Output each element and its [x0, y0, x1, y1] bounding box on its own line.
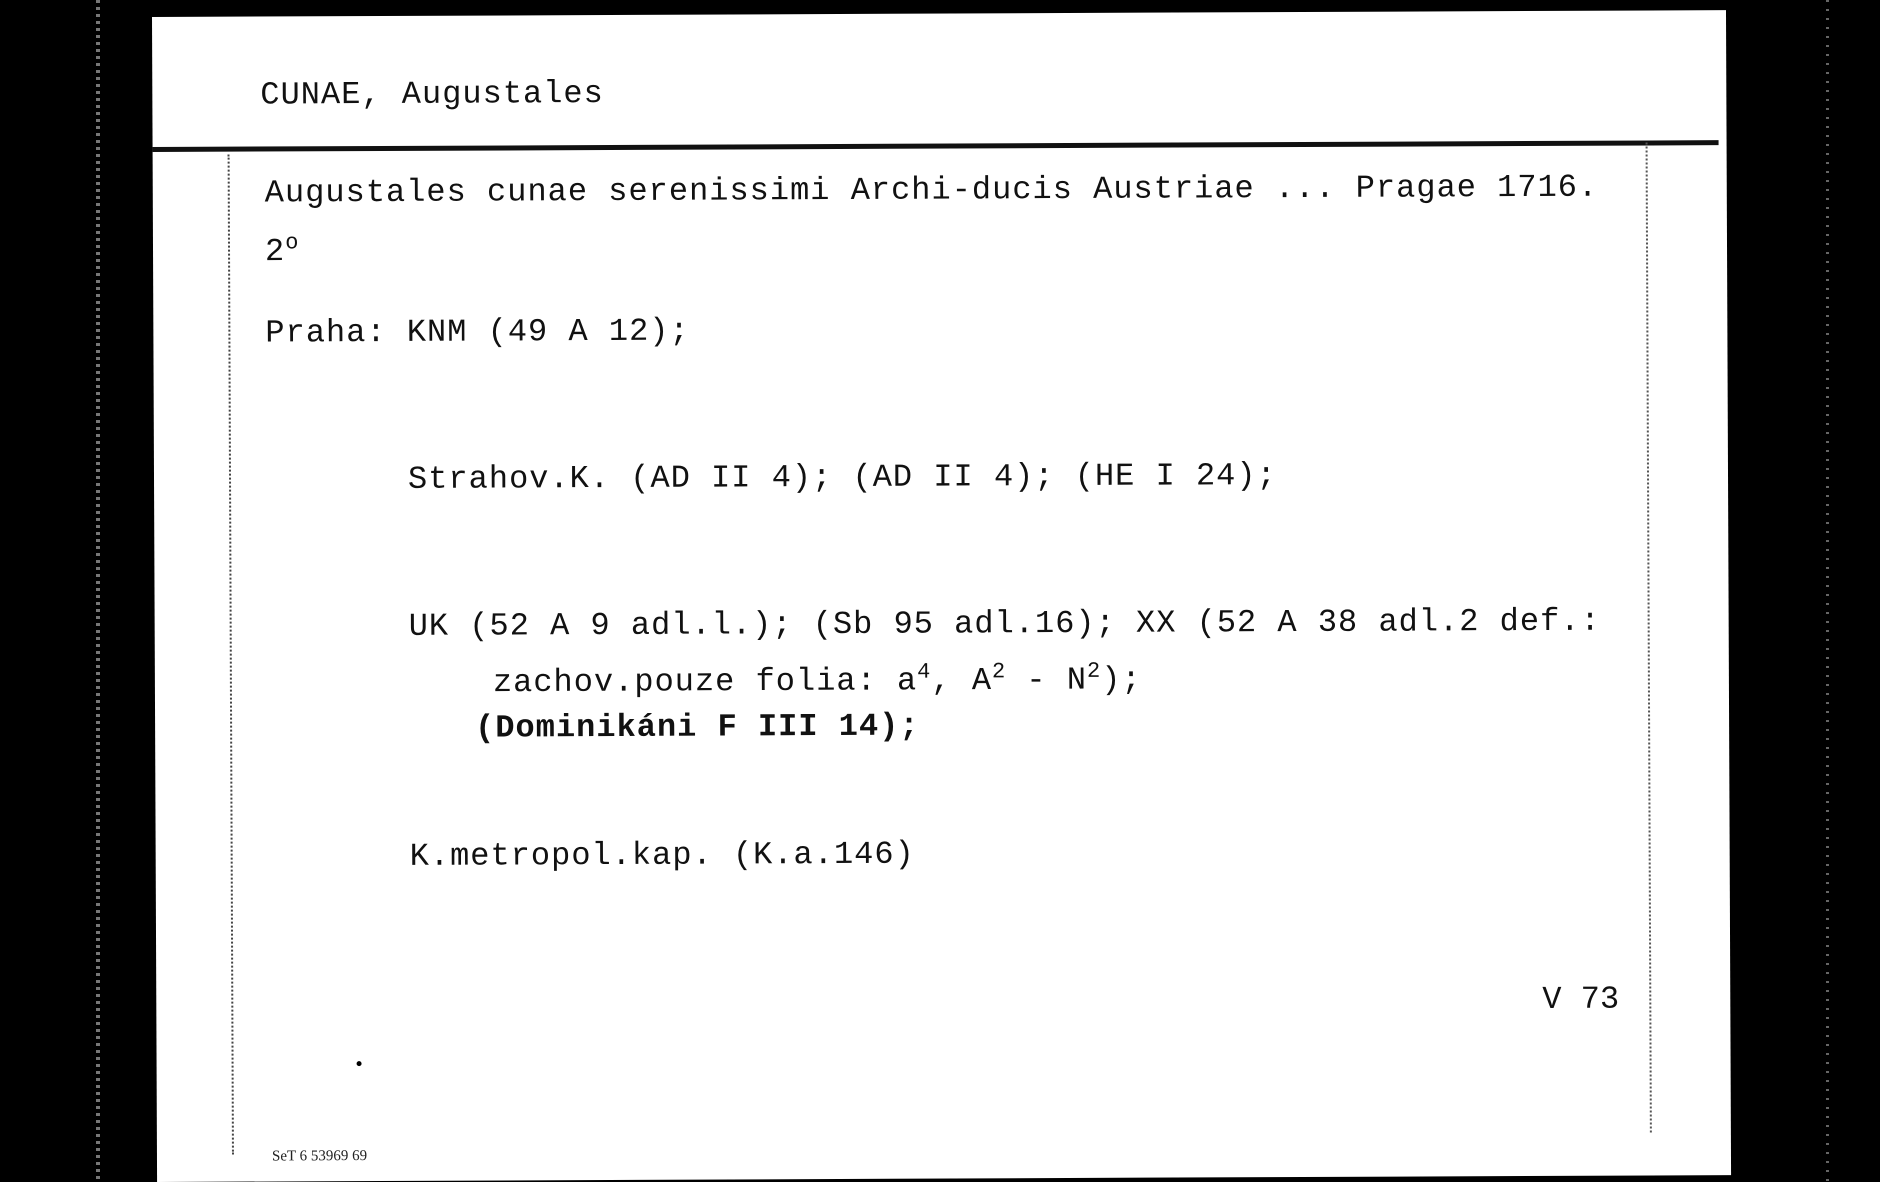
margin-line-right — [1646, 142, 1652, 1132]
uk-line2-suffix: ); — [1101, 661, 1142, 699]
ink-speck — [357, 1061, 362, 1066]
title-line: Augustales cunae serenissimi Archi-ducis Austriae ... Pragae 1716. — [264, 168, 1599, 212]
uk-line2-prefix: zachov.pouze folia: a — [492, 662, 918, 702]
scan-edge-right — [1826, 0, 1829, 1182]
uk-line2-sup2: 2 — [991, 659, 1007, 685]
format-degree: o — [285, 230, 300, 256]
scan-edge-left — [96, 0, 100, 1182]
holding-knm-line — [265, 313, 689, 352]
city-label: Praha: — [265, 313, 387, 352]
holding-strahov: Strahov.K. (AD II 4); (AD II 4); (HE I 24); — [407, 457, 1277, 498]
card-heading: CUNAE, Augustales — [260, 75, 604, 114]
holding-uk-line1: UK (52 A 9 adl.l.); (Sb 95 adl.16); XX (52 A 38 adl.2 def.: — [408, 602, 1601, 645]
holding-uk-line2 — [493, 659, 1142, 701]
holding-metropol: K.metropol.kap. (K.a.146) — [409, 835, 915, 875]
catalog-card — [152, 10, 1731, 1182]
uk-line2-sup1: 4 — [917, 659, 932, 685]
holding-uk-line3: (Dominikáni F III 14); — [475, 707, 920, 747]
margin-line-left — [228, 155, 234, 1155]
heading-rule — [153, 140, 1719, 152]
uk-line2-sup3: 2 — [1086, 658, 1102, 684]
uk-line2-mid2: - N — [1006, 661, 1088, 699]
uk-line2-mid1: , A — [931, 661, 993, 700]
printer-mark: SeT 6 53969 69 — [271, 1148, 368, 1165]
holding-knm: KNM (49 A 12); — [406, 312, 690, 351]
format-line — [265, 230, 300, 270]
format-value: 2 — [264, 233, 286, 271]
shelf-signature: V 73 — [1542, 980, 1620, 1018]
